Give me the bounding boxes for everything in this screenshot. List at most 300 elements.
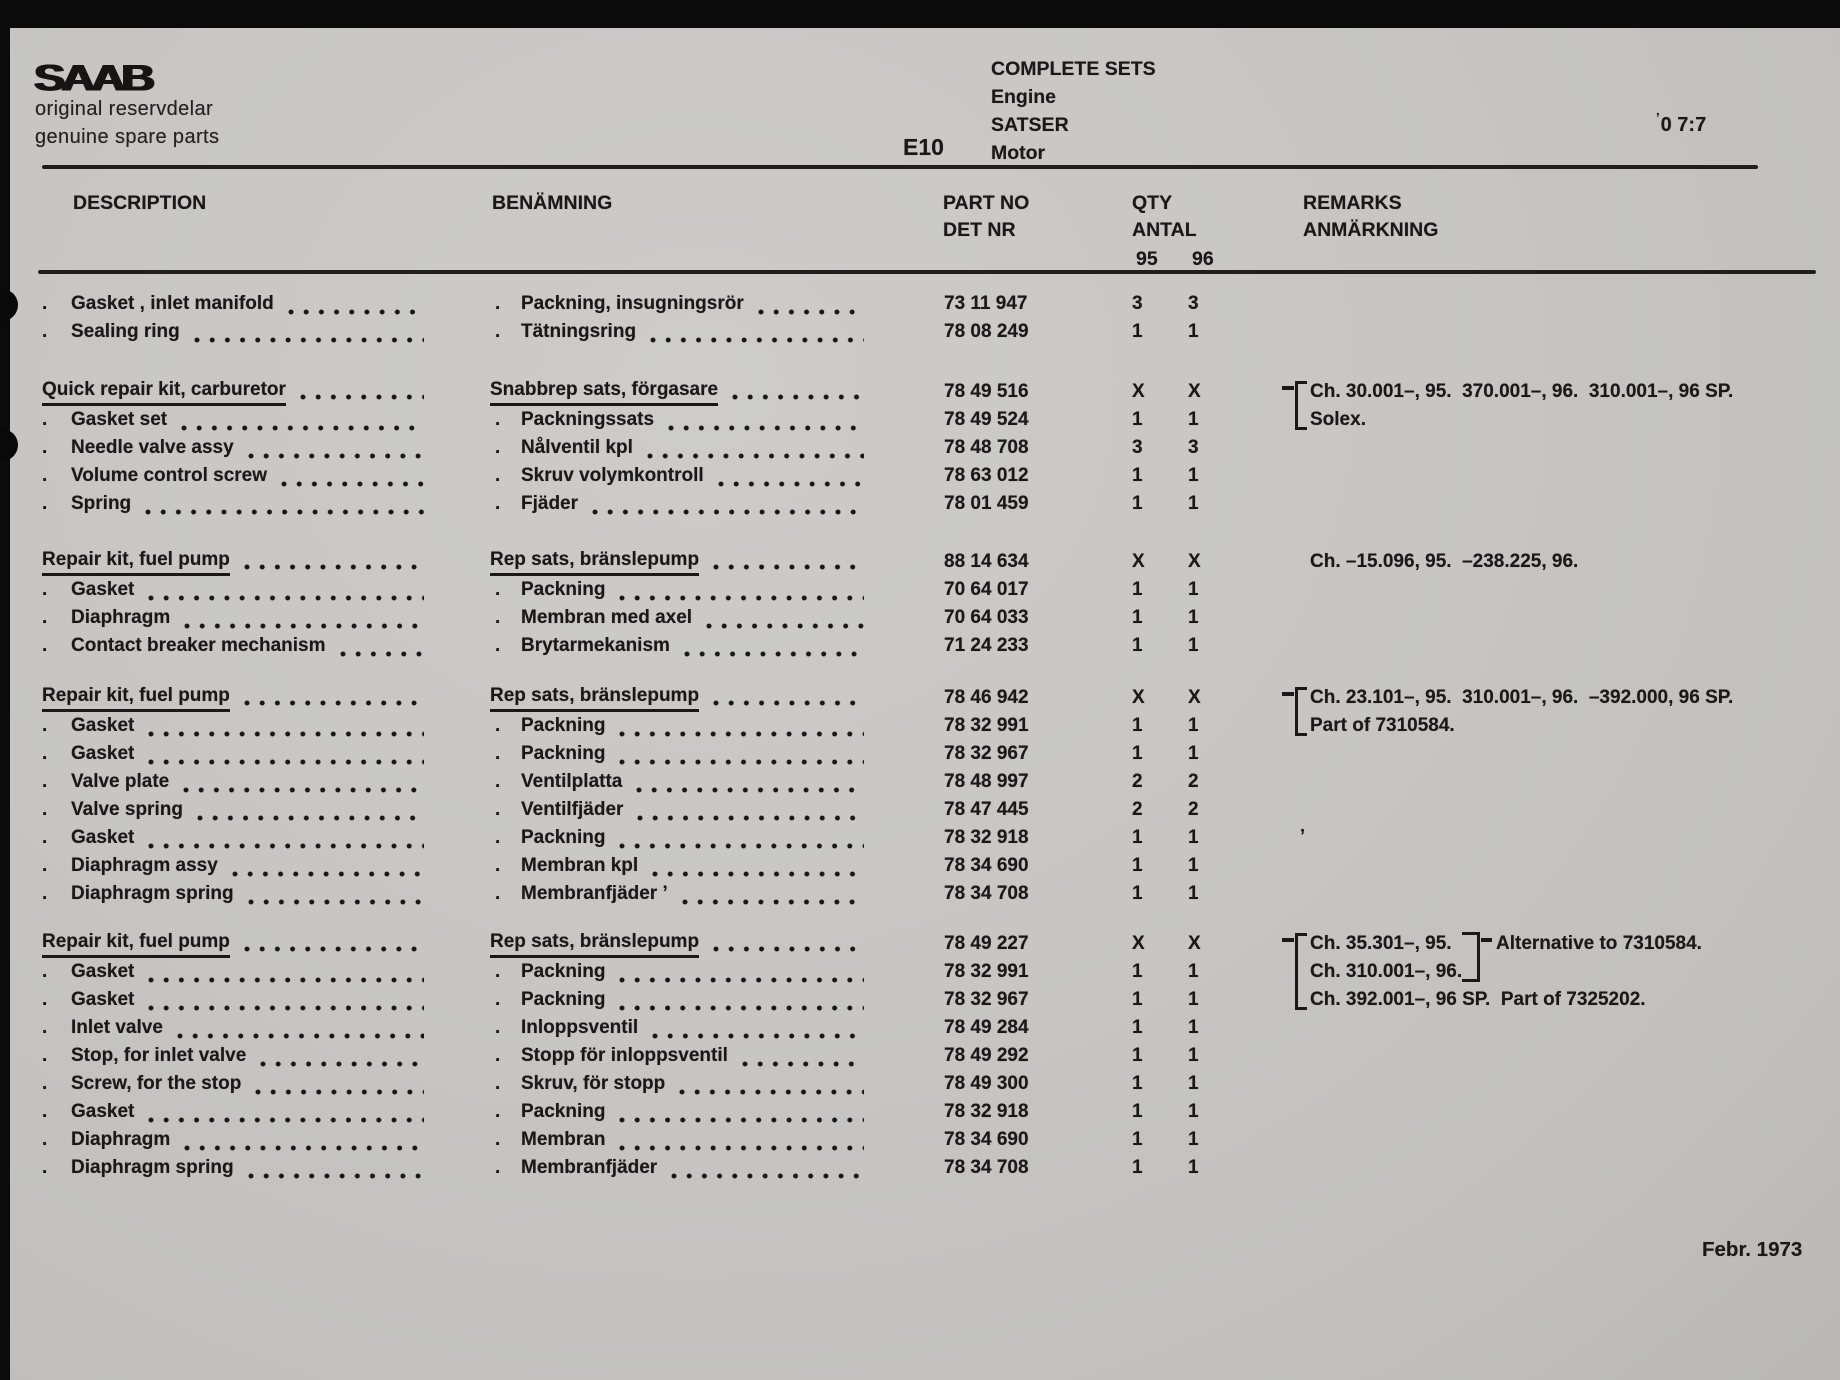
description-cell	[42, 684, 430, 712]
publication-date: Febr. 1973	[1702, 1238, 1803, 1261]
description-label: Stop, for inlet valve	[71, 1045, 247, 1066]
description-cell	[71, 635, 430, 657]
remark-cell	[1297, 880, 1840, 908]
dot-leader	[754, 293, 864, 315]
part-number-cell: 71 24 233	[944, 635, 1029, 656]
remark-cell	[1297, 462, 1840, 490]
item-marker-dot: .	[495, 579, 501, 600]
item-marker-dot: .	[495, 1045, 501, 1066]
remark-cell	[1297, 1098, 1840, 1126]
benamning-cell	[521, 961, 870, 983]
benamning-label: Packning	[521, 827, 606, 848]
item-marker-dot: .	[495, 607, 501, 628]
description-cell	[71, 465, 430, 487]
benamning-cell	[521, 409, 870, 431]
title-english: COMPLETE SETS	[991, 58, 1156, 80]
description-cell	[71, 1129, 430, 1151]
dot-leader	[615, 989, 864, 1011]
dot-leader	[643, 437, 864, 459]
qty-96-cell: 1	[1188, 1073, 1199, 1094]
dot-leader	[632, 771, 864, 793]
dot-leader	[244, 883, 424, 905]
benamning-cell	[521, 293, 870, 315]
table-row	[0, 684, 1840, 712]
benamning-label: Packning	[521, 579, 606, 600]
remark-bracket-dash	[1282, 386, 1294, 390]
benamning-cell	[521, 989, 870, 1011]
dot-leader	[256, 1045, 424, 1067]
dot-leader	[615, 1129, 864, 1151]
page-reference-tick: ’	[1656, 110, 1660, 125]
description-cell	[71, 1101, 430, 1123]
dot-leader	[141, 493, 424, 515]
item-marker-dot: .	[42, 883, 48, 904]
item-marker-dot: .	[42, 743, 48, 764]
description-label: Repair kit, fuel pump	[42, 548, 230, 576]
description-cell	[71, 989, 430, 1011]
table-row	[0, 632, 1840, 660]
table-row	[0, 290, 1840, 318]
description-label: Inlet valve	[71, 1017, 163, 1038]
qty-96-cell: 1	[1188, 635, 1199, 656]
item-marker-dot: .	[42, 321, 48, 342]
description-label: Gasket	[71, 827, 135, 848]
benamning-label: Membran kpl	[521, 855, 639, 876]
description-label: Contact breaker mechanism	[71, 635, 326, 656]
description-cell	[71, 715, 430, 737]
part-number-cell: 78 32 967	[944, 989, 1029, 1010]
benamning-label: Ventilfjäder	[521, 799, 624, 820]
dot-leader	[709, 930, 864, 958]
benamning-label: Packning	[521, 743, 606, 764]
qty-96-cell: 1	[1188, 1157, 1199, 1178]
part-number-cell: 78 34 690	[944, 855, 1029, 876]
item-marker-dot: .	[495, 771, 501, 792]
table-row	[0, 1098, 1840, 1126]
item-marker-dot: .	[495, 1017, 501, 1038]
qty-95-cell: X	[1132, 551, 1145, 572]
table-row	[0, 986, 1840, 1014]
benamning-label: Rep sats, bränslepump	[490, 684, 699, 712]
remark-text: Ch. 23.101–, 95. 310.001–, 96. –392.000, 96 SP.	[1310, 687, 1734, 708]
remark-text: Part of 7310584.	[1310, 715, 1455, 736]
description-cell	[71, 607, 430, 629]
benamning-cell	[521, 1045, 870, 1067]
qty-96-cell: 1	[1188, 855, 1199, 876]
remark-cell	[1297, 378, 1840, 406]
benamning-cell	[521, 437, 870, 459]
qty-95-cell: X	[1132, 687, 1145, 708]
dot-leader	[615, 827, 864, 849]
description-cell	[71, 293, 430, 315]
description-cell	[71, 961, 430, 983]
remark-cell	[1297, 490, 1840, 518]
qty-96-cell: 1	[1188, 827, 1199, 848]
description-cell	[71, 883, 430, 905]
part-number-cell: 78 32 991	[944, 715, 1029, 736]
benamning-cell	[430, 548, 870, 576]
description-cell	[71, 409, 430, 431]
table-row	[0, 434, 1840, 462]
item-marker-dot: .	[495, 855, 501, 876]
item-marker-dot: .	[495, 493, 501, 514]
item-marker-dot: .	[42, 799, 48, 820]
item-marker-dot: .	[495, 465, 501, 486]
remark-bracket-dash	[1282, 938, 1294, 942]
qty-96-cell: 1	[1188, 465, 1199, 486]
qty-95-cell: 1	[1132, 961, 1143, 982]
benamning-label: Rep sats, bränslepump	[490, 930, 699, 958]
item-marker-dot: .	[42, 1129, 48, 1150]
remark-cell	[1297, 740, 1840, 768]
remark-cell	[1297, 1126, 1840, 1154]
qty-96-cell: 1	[1188, 607, 1199, 628]
benamning-label: Rep sats, bränslepump	[490, 548, 699, 576]
item-marker-dot: .	[42, 493, 48, 514]
qty-96-cell: 1	[1188, 493, 1199, 514]
dot-leader	[615, 579, 864, 601]
description-label: Quick repair kit, carburetor	[42, 378, 286, 406]
qty-95-cell: 1	[1132, 883, 1143, 904]
table-row	[0, 930, 1840, 958]
column-header-partno-en: PART NO	[943, 192, 1030, 214]
item-marker-dot: .	[42, 465, 48, 486]
dot-leader	[240, 548, 424, 576]
header-rule-top	[42, 165, 1758, 169]
part-number-cell: 78 32 991	[944, 961, 1029, 982]
item-marker-dot: .	[495, 883, 501, 904]
part-number-cell: 78 49 284	[944, 1017, 1029, 1038]
remark-cell	[1297, 684, 1840, 712]
table-row	[0, 796, 1840, 824]
benamning-label: Packning, insugningsrör	[521, 293, 744, 314]
qty-95-cell: 1	[1132, 743, 1143, 764]
qty-96-cell: 3	[1188, 437, 1199, 458]
description-label: Sealing ring	[71, 321, 180, 342]
dot-leader	[615, 961, 864, 983]
dot-leader	[144, 1101, 424, 1123]
qty-96-cell: 1	[1188, 989, 1199, 1010]
qty-95-cell: 2	[1132, 799, 1143, 820]
item-marker-dot: .	[495, 715, 501, 736]
dot-leader	[244, 1157, 424, 1179]
column-header-benamning: BENÄMNING	[492, 192, 613, 214]
remark-cell	[1297, 712, 1840, 740]
part-number-cell: 78 34 690	[944, 1129, 1029, 1150]
table-row	[0, 852, 1840, 880]
part-number-cell: 78 32 918	[944, 1101, 1029, 1122]
description-label: Valve plate	[71, 771, 170, 792]
table-row	[0, 958, 1840, 986]
table-row	[0, 1014, 1840, 1042]
row-gap	[0, 660, 1840, 684]
part-number-cell: 70 64 033	[944, 607, 1029, 628]
dot-leader	[296, 378, 424, 406]
table-row	[0, 576, 1840, 604]
remark-cell	[1297, 1042, 1840, 1070]
benamning-label: Inloppsventil	[521, 1017, 639, 1038]
description-label: Gasket	[71, 961, 135, 982]
benamning-label: Tätningsring	[521, 321, 637, 342]
dot-leader	[251, 1073, 424, 1095]
dot-leader	[244, 437, 424, 459]
table-row	[0, 604, 1840, 632]
qty-95-cell: X	[1132, 381, 1145, 402]
page-reference-number: 0 7:7	[1660, 114, 1707, 136]
row-gap	[0, 908, 1840, 930]
dot-leader	[678, 883, 864, 905]
item-marker-dot: .	[495, 409, 501, 430]
benamning-label: Fjäder	[521, 493, 579, 514]
description-cell	[71, 1017, 430, 1039]
description-label: Volume control screw	[71, 465, 268, 486]
remark-cell	[1297, 852, 1840, 880]
table-row	[0, 1070, 1840, 1098]
benamning-label: Ventilplatta	[521, 771, 623, 792]
dot-leader	[177, 409, 424, 431]
description-cell	[71, 799, 430, 821]
qty-95-cell: 2	[1132, 771, 1143, 792]
remark-extra-text: Alternative to 7310584.	[1496, 933, 1702, 954]
item-marker-dot: .	[42, 1101, 48, 1122]
benamning-label: Membran med axel	[521, 607, 693, 628]
row-gap	[0, 346, 1840, 378]
dot-leader	[738, 1045, 864, 1067]
qty-95-cell: 1	[1132, 827, 1143, 848]
remark-cell	[1297, 434, 1840, 462]
dot-leader	[193, 799, 424, 821]
description-label: Gasket , inlet manifold	[71, 293, 274, 314]
description-label: Gasket set	[71, 409, 168, 430]
remark-text: Ch. 35.301–, 95.	[1310, 933, 1452, 954]
item-marker-dot: .	[495, 437, 501, 458]
table-row	[0, 406, 1840, 434]
item-marker-dot: .	[42, 1045, 48, 1066]
benamning-cell	[521, 799, 870, 821]
qty-96-cell: 1	[1188, 743, 1199, 764]
item-marker-dot: .	[42, 293, 48, 314]
qty-95-cell: 1	[1132, 855, 1143, 876]
benamning-label: Packningssats	[521, 409, 655, 430]
part-number-cell: 78 08 249	[944, 321, 1029, 342]
table-row	[0, 1042, 1840, 1070]
dot-leader	[144, 715, 424, 737]
qty-96-cell: 1	[1188, 321, 1199, 342]
benamning-label: Packning	[521, 989, 606, 1010]
description-label: Spring	[71, 493, 132, 514]
part-number-cell: 78 49 227	[944, 933, 1029, 954]
item-marker-dot: .	[42, 1157, 48, 1178]
qty-95-cell: X	[1132, 933, 1145, 954]
part-number-cell: 88 14 634	[944, 551, 1029, 572]
remark-cell	[1297, 958, 1840, 986]
description-label: Valve spring	[71, 799, 183, 820]
remark-cell	[1297, 1070, 1840, 1098]
dot-leader	[180, 607, 424, 629]
description-label: Screw, for the stop	[71, 1073, 242, 1094]
dot-leader	[144, 827, 424, 849]
benamning-cell	[521, 855, 870, 877]
part-number-cell: 78 34 708	[944, 883, 1029, 904]
description-cell	[71, 743, 430, 765]
remark-bracket-dash	[1282, 692, 1294, 696]
benamning-label: Membran	[521, 1129, 606, 1150]
part-number-cell: 78 32 967	[944, 743, 1029, 764]
table-row	[0, 462, 1840, 490]
remark-cell	[1297, 632, 1840, 660]
description-cell	[71, 827, 430, 849]
remark-cell	[1297, 290, 1840, 318]
item-marker-dot: .	[495, 743, 501, 764]
benamning-cell	[521, 827, 870, 849]
benamning-label: Membranfjäder	[521, 1157, 658, 1178]
dot-leader	[144, 579, 424, 601]
remark-cell	[1297, 824, 1840, 852]
column-header-remarks-en: REMARKS	[1303, 192, 1402, 214]
description-cell	[71, 1073, 430, 1095]
table-row	[0, 712, 1840, 740]
qty-95-cell: 1	[1132, 1045, 1143, 1066]
benamning-cell	[521, 635, 870, 657]
description-cell	[71, 771, 430, 793]
item-marker-dot: .	[42, 771, 48, 792]
description-cell	[42, 378, 430, 406]
part-number-cell: 78 63 012	[944, 465, 1029, 486]
description-label: Diaphragm spring	[71, 883, 234, 904]
description-cell	[71, 321, 430, 343]
item-marker-dot: .	[495, 293, 501, 314]
remark-bracket-dash	[1481, 938, 1492, 942]
part-number-cell: 78 01 459	[944, 493, 1029, 514]
dot-leader	[709, 684, 864, 712]
table-row	[0, 378, 1840, 406]
part-number-cell: 78 34 708	[944, 1157, 1029, 1178]
benamning-label: Stopp för inloppsventil	[521, 1045, 728, 1066]
page-reference	[1656, 110, 1706, 137]
item-marker-dot: .	[42, 437, 48, 458]
table-row	[0, 548, 1840, 576]
remark-cell	[1297, 406, 1840, 434]
item-marker-dot: .	[495, 827, 501, 848]
description-cell	[71, 493, 430, 515]
part-number-cell: 78 49 300	[944, 1073, 1029, 1094]
dot-leader	[190, 321, 424, 343]
dot-leader	[228, 855, 424, 877]
brand-tagline-english: genuine spare parts	[35, 126, 220, 148]
benamning-cell	[521, 1017, 870, 1039]
item-marker-dot: .	[42, 855, 48, 876]
item-marker-dot: .	[42, 635, 48, 656]
qty-95-cell: 3	[1132, 437, 1143, 458]
description-label: Gasket	[71, 989, 135, 1010]
qty-96-cell: 1	[1188, 715, 1199, 736]
qty-96-cell: X	[1188, 687, 1201, 708]
column-header-description: DESCRIPTION	[73, 192, 207, 214]
description-label: Repair kit, fuel pump	[42, 684, 230, 712]
item-marker-dot: .	[495, 961, 501, 982]
part-number-cell: 78 48 997	[944, 771, 1029, 792]
item-marker-dot: .	[495, 1157, 501, 1178]
table-row	[0, 740, 1840, 768]
dot-leader	[667, 1157, 864, 1179]
qty-95-cell: 1	[1132, 715, 1143, 736]
dot-leader	[680, 635, 864, 657]
dot-leader	[709, 548, 864, 576]
remark-text: Solex.	[1310, 409, 1366, 430]
benamning-cell	[430, 378, 870, 406]
item-marker-dot: .	[42, 409, 48, 430]
item-marker-dot: .	[495, 1129, 501, 1150]
column-header-model-95: 95	[1136, 248, 1158, 270]
qty-95-cell: 1	[1132, 1129, 1143, 1150]
dot-leader	[144, 743, 424, 765]
column-header-qty-en: QTY	[1132, 192, 1173, 214]
benamning-label: Nålventil kpl	[521, 437, 633, 458]
benamning-label: Packning	[521, 1101, 606, 1122]
parts-table	[0, 290, 1840, 1182]
dot-leader	[615, 743, 864, 765]
description-cell	[71, 437, 430, 459]
qty-95-cell: 1	[1132, 493, 1143, 514]
benamning-cell	[521, 321, 870, 343]
part-number-cell: 73 11 947	[944, 293, 1028, 314]
remark-text: Ch. 30.001–, 95. 370.001–, 96. 310.001–, 96 SP.	[1310, 381, 1734, 402]
benamning-label: Brytarmekanism	[521, 635, 670, 656]
item-marker-dot: .	[42, 1017, 48, 1038]
table-row	[0, 824, 1840, 852]
qty-96-cell: 1	[1188, 409, 1199, 430]
dot-leader	[144, 989, 424, 1011]
dot-leader	[284, 293, 424, 315]
qty-96-cell: 1	[1188, 883, 1199, 904]
remark-cell	[1297, 1154, 1840, 1182]
qty-96-cell: 2	[1188, 771, 1199, 792]
description-cell	[71, 855, 430, 877]
qty-96-cell: 2	[1188, 799, 1199, 820]
part-number-cell: 78 46 942	[944, 687, 1029, 708]
item-marker-dot: .	[42, 1073, 48, 1094]
benamning-cell	[521, 715, 870, 737]
benamning-cell	[521, 1129, 870, 1151]
description-label: Diaphragm assy	[71, 855, 218, 876]
item-marker-dot: .	[42, 715, 48, 736]
item-marker-dot: .	[42, 961, 48, 982]
qty-95-cell: 1	[1132, 321, 1143, 342]
dot-leader	[728, 378, 864, 406]
scan-border-top	[0, 0, 1840, 28]
benamning-cell	[521, 1073, 870, 1095]
benamning-label: Snabbrep sats, förgasare	[490, 378, 718, 406]
benamning-cell	[521, 1157, 870, 1179]
item-marker-dot: .	[42, 989, 48, 1010]
description-label: Gasket	[71, 743, 135, 764]
description-cell	[71, 579, 430, 601]
qty-96-cell: X	[1188, 933, 1201, 954]
section-code: E10	[903, 134, 944, 160]
benamning-cell	[521, 607, 870, 629]
item-marker-dot: .	[495, 799, 501, 820]
dot-leader	[648, 1017, 864, 1039]
remark-cell	[1297, 796, 1840, 824]
part-number-cell: 78 49 292	[944, 1045, 1029, 1066]
benamning-label: Packning	[521, 961, 606, 982]
dot-leader	[646, 321, 864, 343]
header-rule-bottom	[38, 270, 1816, 274]
qty-95-cell: 1	[1132, 607, 1143, 628]
qty-95-cell: 3	[1132, 293, 1143, 314]
item-marker-dot: .	[495, 1073, 501, 1094]
part-number-cell: 78 48 708	[944, 437, 1029, 458]
